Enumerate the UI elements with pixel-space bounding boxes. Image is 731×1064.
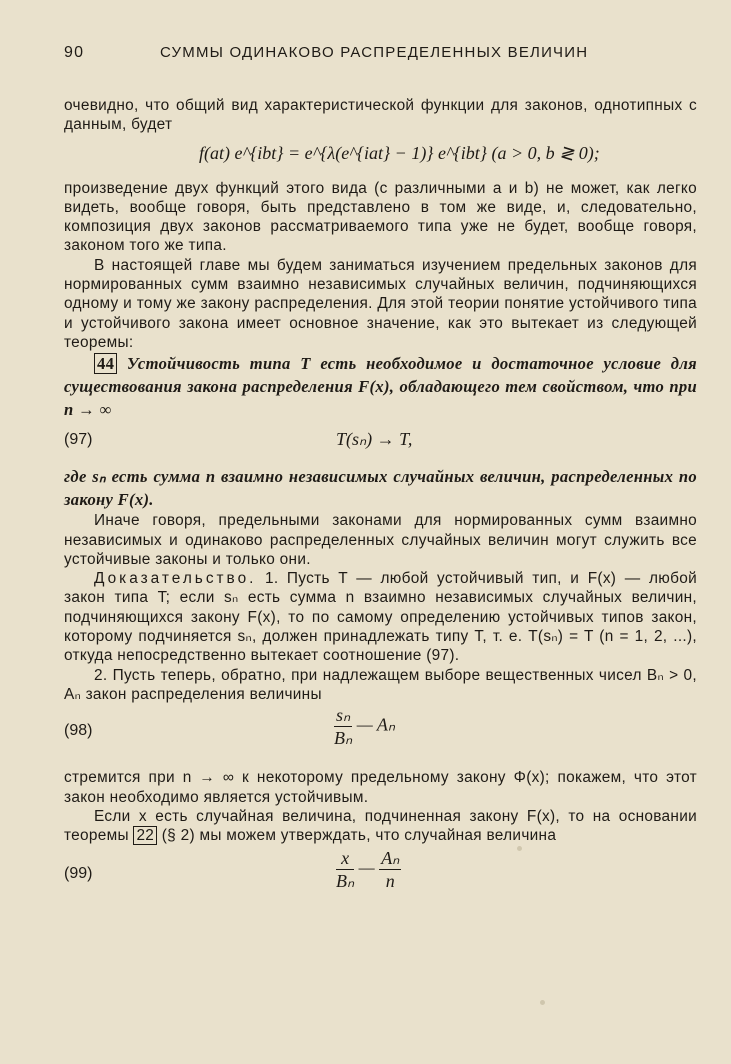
equation-98-denominator: Bₙ [334, 728, 353, 749]
equation-99-numerator-1: x [336, 849, 354, 870]
proof-part-2: 2. Пусть теперь, обратно, при надлежащем выборе вещественных чисел Bₙ > 0, Aₙ закон распределения величины [64, 666, 697, 703]
equation-99-minus: — [358, 858, 375, 879]
equation-98-numerator: sₙ [336, 705, 351, 726]
equation-99 [64, 845, 697, 909]
theorem-reference: 22 [133, 826, 157, 845]
proof-label: Доказательство. [94, 570, 257, 588]
formula-characteristic-function [64, 135, 697, 179]
running-title: СУММЫ ОДИНАКОВО РАСПРЕДЕЛЕННЫХ ВЕЛИЧИН [160, 44, 589, 61]
paragraph-5: стремится при n → ∞ к некоторому предельному закону Φ(x); покажем, что этот закон необходимо является устойчивым. [64, 769, 697, 806]
equation-98-label: (98) [64, 722, 93, 740]
paragraph-6-start: Если x есть случайная величина, подчиненная закону F(x), то на основании теоремы [64, 807, 697, 845]
equation-99-fraction-1 [336, 849, 354, 890]
theorem-statement: Устойчивость типа T есть необходимое и достаточное условие для существования закона распределения F(x), обладающего тем свойством, что при n → ∞ [64, 354, 698, 420]
equation-99-denominator-2: n [385, 871, 395, 892]
equation-99-label: (99) [64, 865, 93, 883]
theorem-continuation: где sₙ есть сумма n взаимно независимых случайных величин, распределенных по закону F(x). [64, 467, 697, 510]
equation-98-fraction [334, 706, 352, 747]
paragraph-6 [64, 807, 697, 846]
page-number: 90 [64, 44, 85, 61]
proof-part-1 [64, 569, 697, 665]
paragraph-6-end: (§ 2) мы можем утверждать, что случайная величина [161, 827, 557, 845]
paragraph-2: произведение двух функций этого вида (с различными a и b) не может, как легко видеть, вообще говоря, быть представлено в том же виде, и, следовательно, композиция двух законов рассматриваемого типа уже не будет, вообще говоря, законом того же типа. [64, 179, 697, 255]
theorem-number: 44 [94, 353, 117, 374]
equation-99-numerator-2: Aₙ [381, 848, 400, 869]
theorem-44 [64, 352, 697, 421]
equation-98-body [334, 706, 395, 747]
paragraph-3: В настоящей главе мы будем заниматься изучением предельных законов для нормированных сумм взаимно независимых случайных величин, подчиняющихся одному и тому же закону распределения. Для этой теории понятие устойчивого типа и устойчивого закона имеет основное значение, как это вытекает из следующей теоремы: [64, 256, 697, 351]
paper-speck [540, 1000, 545, 1005]
proof-part-1-text: 1. Пусть T — любой устойчивый тип, и F(x) — любой закон типа T; если sₙ есть сумма n взаимно независимых случайных величин, подчиняющихся закону F(x), то по самому определению устойчивых типов закон, которому подчиняется sₙ, должен принадлежать типу T, т. е. T(sₙ) = T (n = 1, 2, ...), откуда непосредственно вытекает соотношение (97). [64, 570, 697, 665]
equation-98-rest: — Aₙ [356, 714, 396, 735]
page-header [64, 44, 697, 62]
paragraph-4: Иначе говоря, предельными законами для нормированных сумм взаимно независимых и одинаково распределенных случайных величин могут служить все устойчивые законы и только они. [64, 512, 697, 568]
equation-99-denominator-1: Bₙ [336, 871, 355, 892]
equation-98 [64, 704, 697, 768]
paragraph-1: очевидно, что общий вид характеристической функции для законов, однотипных с данным, будет [64, 97, 697, 134]
equation-99-body [336, 849, 401, 890]
paper-speck [517, 846, 522, 851]
formula-body: f(at) e^{ibt} = e^{λ(e^{iat} − 1)} e^{ibt} (a > 0, b ≷ 0); [199, 142, 600, 163]
equation-97-label: (97) [64, 431, 93, 449]
equation-97-body: T(sₙ) → T, [336, 429, 413, 450]
equation-99-fraction-2 [379, 849, 401, 890]
equation-97 [64, 421, 697, 465]
